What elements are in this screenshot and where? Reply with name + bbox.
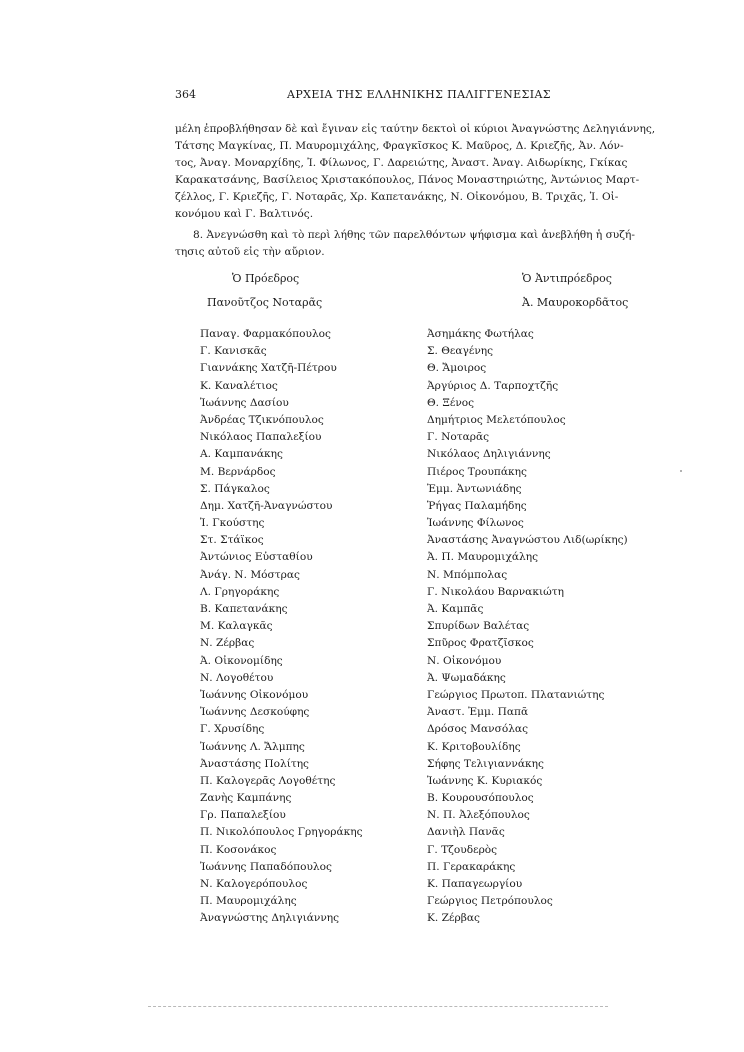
member-name: Γ. Νικολάου Βαρνακιώτη [427,585,564,598]
member-name: Ἀνάγ. Ν. Μόστρας [200,568,300,581]
member-name: Α. Καμπανάκης [200,448,283,461]
member-name: Ἀναστάσης Πολίτης [200,757,309,770]
member-name: Δανιὴλ Πανᾶς [427,826,505,839]
member-name: Π. Νικολόπουλος Γρηγοράκης [200,826,363,839]
member-name: Ῥήγας Παλαμήδης [427,499,527,512]
member-name: Γιαννάκης Χατζῆ-Πέτρου [200,362,337,375]
text-line: Καρακατσάνης, Βασίλειος Χριστακόπουλος, Πάνος Μοναστηριώτης, Ἀντώνιος Μαρτ- [175,174,640,186]
member-name: Π. Μαυρομιχάλης [200,895,297,908]
member-name: Γ. Νοταρᾶς [427,431,490,444]
member-name: Π. Καλογερᾶς Λογοθέτης [200,774,336,787]
member-name: Β. Κουρουσόπουλος [427,792,534,805]
member-name: Κ. Καναλέτιος [200,379,278,392]
member-name: Ν. Λογοθέτου [200,671,274,684]
member-name: Γ. Κανισκᾶς [200,345,267,358]
page-header [175,88,575,108]
page-number: 364 [175,88,196,101]
member-name: Ἀσημάκης Φωτήλας [427,328,534,340]
member-name: Π. Γερακαράκης [427,860,516,873]
member-name: Θ. Ἄμοιρος [427,362,487,375]
paragraph-item-8 [175,227,635,261]
text-line [175,227,635,244]
member-name: Γ. Τζουδερὸς [427,843,498,856]
member-name: Δρόσος Μανσόλας [427,723,529,736]
member-name: Ἀργύριος Δ. Ταρποχτζῆς [427,379,559,392]
member-name: Ἀ. Π. Μαυρομιχάλης [427,551,539,564]
member-name: Ἀναστ. Ἐμμ. Παπᾶ [427,706,529,719]
president-title: Ὁ Πρόεδρος [232,272,300,285]
text-line-content: 8. Ἀνεγνώσθη καὶ τὸ περὶ λήθης τῶν παρελθόντων ψήφισμα καὶ ἀνεβλήθη ἡ συζή- [193,229,635,241]
running-title: ΑΡΧΕΙΑ ΤΗΣ ΕΛΛΗΝΙΚΗΣ ΠΑΛΙΓΓΕΝΕΣΙΑΣ [287,88,551,101]
member-name: Μ. Βερνάρδος [200,465,276,478]
member-name: Ζανὴς Καμπάνης [200,792,292,805]
member-name: Ἰωάννης Οἰκονόμου [200,688,309,701]
text-line: Τάτσης Μαγκίνας, Π. Μαυρομιχάλης, Φραγκῖσκος Κ. Μαῦρος, Δ. Κριεζῆς, Ἀν. Λόν- [175,140,624,152]
scan-speck [680,470,682,472]
member-name: Ἰωάννης Δασίου [200,396,289,409]
president-name: Πανοῦτζος Νοταρᾶς [207,296,323,309]
member-name: Ἀ. Οἰκονομίδης [200,654,283,667]
member-name: Λ. Γρηγοράκης [200,585,280,598]
member-name: Σπυρίδων Βαλέτας [427,620,530,633]
minutes-text [175,121,656,261]
vice-president-signature [522,270,628,312]
member-name: Κ. Ζέρβας [427,912,480,925]
text-line: τησις αὐτοῦ εἰς τὴν αὔριον. [175,246,325,258]
member-name: Ἰωάννης Κ. Κυριακός [427,774,543,787]
member-name: Σ. Θεαγένης [427,345,494,358]
member-name: Ἀνδρέας Τζικνόπουλος [200,413,324,426]
member-name: Κ. Κριτοβουλίδης [427,740,521,753]
member-name: Στ. Στάϊκος [200,534,264,547]
member-name: Γρ. Παπαλεξίου [200,809,286,822]
paragraph-continuation [175,121,656,223]
member-name: Ἀναστάσης Ἀναγνώστου Λιδ(ωρίκης) [427,534,628,547]
member-name: Σήφης Τελιγιαννάκης [427,757,544,770]
scan-edge-line [148,1006,608,1007]
member-name: Ἐμμ. Ἀντωνιάδης [427,482,522,495]
member-name: Ἀ. Καμπᾶς [427,603,484,615]
member-name: Μ. Καλαγκᾶς [200,620,273,633]
member-name: Θ. Ξένος [427,396,475,409]
member-name: Σπῦρος Φρατζῖσκος [427,637,534,650]
text-line: κονόμου καὶ Γ. Βαλτινός. [175,208,314,220]
member-name: Πιέρος Τρουπάκης [427,465,527,478]
member-name: Ν. Π. Ἀλεξόπουλος [427,809,530,822]
text-line: ζέλλος, Γ. Κριεζῆς, Γ. Νοταρᾶς, Χρ. Καπετανάκης, Ν. Οἰκονόμου, Β. Τριχᾶς, Ἰ. Οἰ- [175,191,619,203]
text-line: μέλη ἐπροβλήθησαν δὲ καὶ ἔγιναν εἰς ταύτην δεκτοὶ οἱ κύριοι Ἀναγνώστης Δεληγιάννης, [175,123,656,135]
members-right-column [427,326,628,928]
member-name: Ἀ. Ψωμαδάκης [427,671,506,684]
member-name: Ν. Ζέρβας [200,637,255,650]
member-name: Ν. Μπόμπολας [427,568,508,581]
member-name: Ἰ. Γκούστης [200,517,265,530]
member-name: Ἀναγνώστης Δηλιγιάννης [200,912,340,925]
president-signature [207,270,323,312]
member-name: Παναγ. Φαρμακόπουλος [200,328,331,340]
member-name: Ν. Οἰκονόμου [427,654,502,667]
member-name: Γεώργιος Πετρόπουλος [427,895,553,908]
member-name: Νικόλαος Παπαλεξίου [200,431,322,444]
text-line: τος, Ἀναγ. Μοναρχίδης, Ἰ. Φίλωνος, Γ. Δαρειώτης, Ἀναστ. Ἀναγ. Αιδωρίκης, Γκίκας [175,157,628,169]
member-name: Σ. Πάγκαλος [200,482,270,495]
member-name: Ἰωάννης Δεσκούφης [200,706,310,719]
member-name: Ἰωάννης Φίλωνος [427,517,524,530]
members-left-column [200,326,363,928]
vice-president-title: Ὁ Ἀντιπρόεδρος [522,272,612,285]
member-name: Π. Κοσονάκος [200,843,277,856]
member-name: Δημήτριος Μελετόπουλος [427,413,566,426]
member-name: Γ. Χρυσίδης [200,723,265,736]
member-name: Ἰωάννης Λ. Ἄλμπης [200,740,305,753]
member-name: Ἰωάννης Παπαδόπουλος [200,860,332,873]
member-name: Κ. Παπαγεωργίου [427,878,523,890]
member-name: Ν. Καλογερόπουλος [200,878,308,890]
member-name: Β. Καπετανάκης [200,603,288,615]
vice-president-name: Ἀ. Μαυροκορδᾶτος [522,296,629,309]
member-name: Δημ. Χατζῆ-Ἀναγνώστου [200,499,333,512]
member-name: Ἀντώνιος Εὐσταθίου [200,551,313,564]
member-name: Νικόλαος Δηλιγιάννης [427,448,551,461]
member-name: Γεώργιος Πρωτοπ. Πλατανιώτης [427,688,605,701]
